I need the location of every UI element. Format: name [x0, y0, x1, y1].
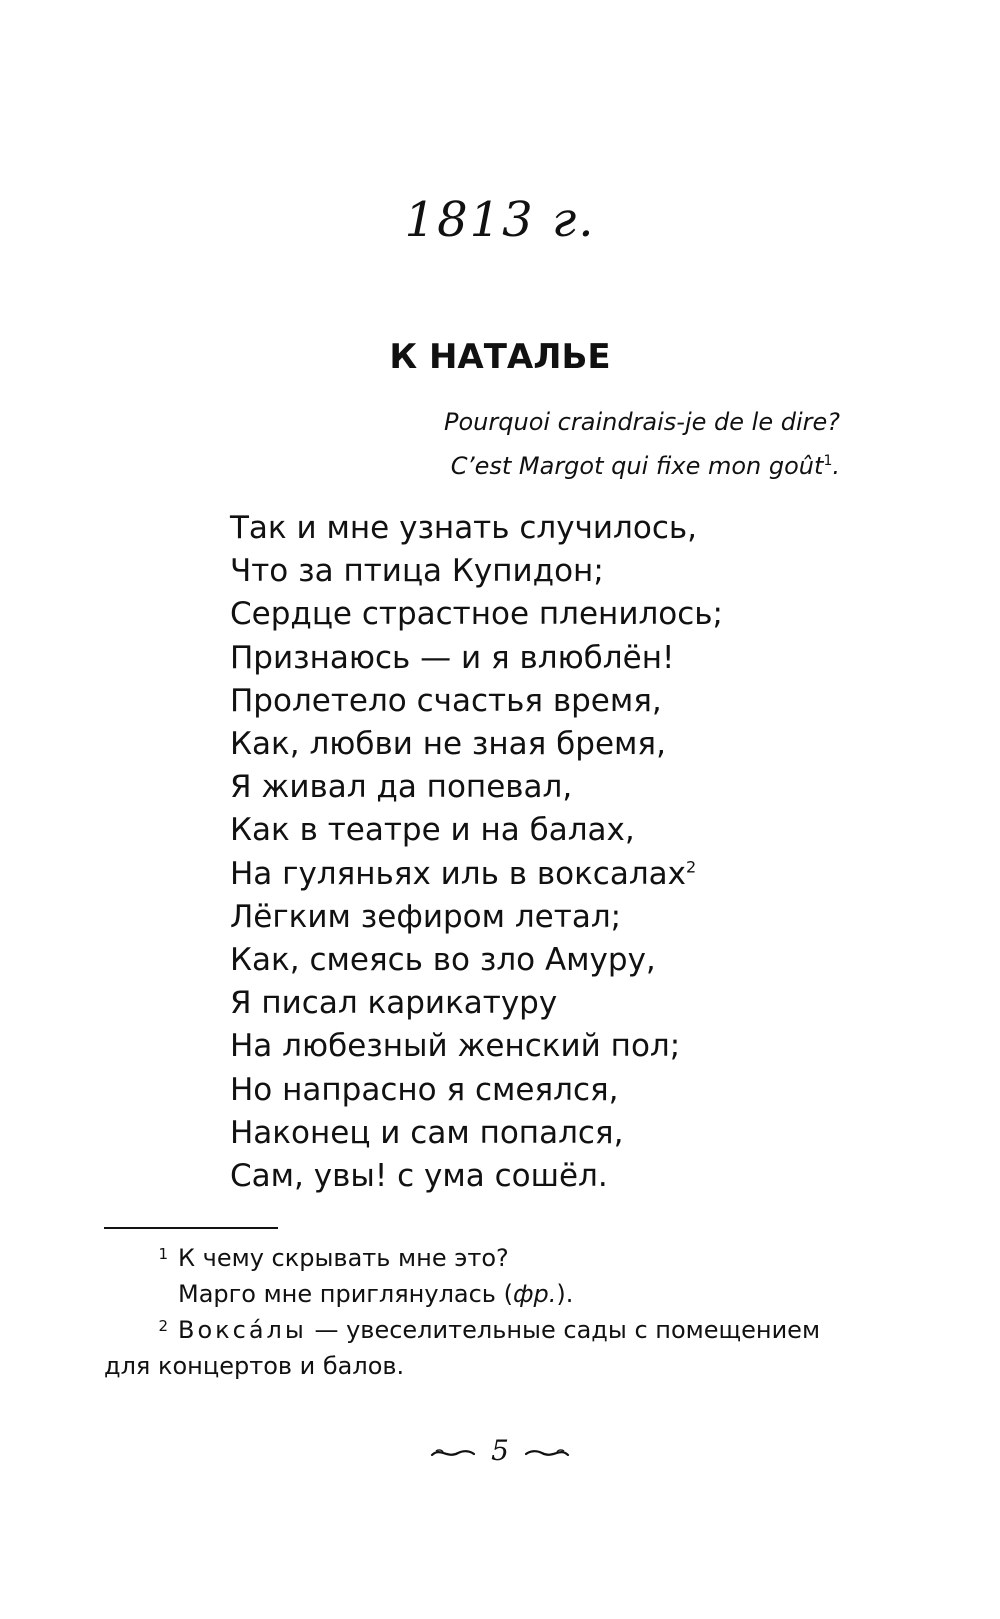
verse-line: Я живал да попевал,	[230, 769, 573, 806]
page-number-block	[0, 1434, 1000, 1467]
footnote-1-line-1	[104, 1240, 894, 1276]
epigraph-line-2-text: C’est Margot qui fixe mon goût	[450, 452, 824, 480]
epigraph-line-1: Pourquoi craindrais-je de le dire?	[444, 408, 840, 436]
verse-line: Пролетело счастья время,	[230, 682, 662, 719]
footnote-1-text-2: Марго мне приглянулась (	[178, 1280, 513, 1308]
footnote-2-number: 2	[158, 1317, 168, 1335]
footnote-2-term: Воксáлы	[178, 1316, 307, 1344]
epigraph	[330, 400, 840, 488]
verse-line: Что за птица Купидон;	[230, 553, 604, 590]
verse-line: Наконец и сам попался,	[230, 1114, 624, 1151]
footnote-ref-2[interactable]: 2	[686, 857, 697, 877]
verse-line: Признаюсь — и я влюблён!	[230, 639, 675, 676]
verse-line-text: На гуляньях иль в воксалах	[230, 855, 687, 892]
verse-line: Я писал карикатуру	[230, 985, 558, 1022]
footnote-1-text-3: ).	[556, 1280, 574, 1308]
footnote-2-text: — увеселительные сады с помещением	[306, 1316, 821, 1344]
poem-verse	[230, 507, 723, 1198]
verse-line: На любезный женский пол;	[230, 1028, 681, 1065]
right-ornament-icon	[524, 1445, 570, 1461]
footnote-1-abbr: фр.	[512, 1280, 557, 1308]
verse-line: Сердце страстное пленилось;	[230, 596, 724, 633]
footnote-ref-1[interactable]: 1	[823, 453, 833, 469]
footnotes	[104, 1240, 894, 1384]
verse-line: Как, смеясь во зло Амуру,	[230, 942, 656, 979]
verse-line: Как, любви не зная бремя,	[230, 726, 666, 763]
epigraph-line-2	[330, 444, 840, 488]
epigraph-line-2-end: .	[832, 452, 840, 480]
verse-line: Но напрасно я смеялся,	[230, 1071, 619, 1108]
year-heading: 1813 г.	[404, 192, 596, 248]
poem-title: К НАТАЛЬЕ	[389, 337, 611, 377]
verse-line: Так и мне узнать случилось,	[230, 510, 697, 546]
left-ornament-icon	[430, 1445, 476, 1461]
footnote-2-line-1	[104, 1312, 894, 1348]
verse-line: Сам, увы! с ума сошёл.	[230, 1158, 608, 1195]
page-number: 5	[491, 1434, 509, 1467]
verse-line: Лёгким зефиром летал;	[230, 898, 622, 935]
verse-line: Как в театре и на балах,	[230, 812, 635, 849]
verse-line-with-ref	[230, 853, 723, 896]
footnote-separator	[104, 1227, 278, 1229]
footnote-1-number: 1	[158, 1245, 168, 1263]
footnote-2-line-2: для концертов и балов.	[104, 1352, 405, 1380]
footnote-1-text: К чему скрывать мне это?	[178, 1244, 509, 1272]
footnote-1-line-2	[104, 1276, 894, 1312]
